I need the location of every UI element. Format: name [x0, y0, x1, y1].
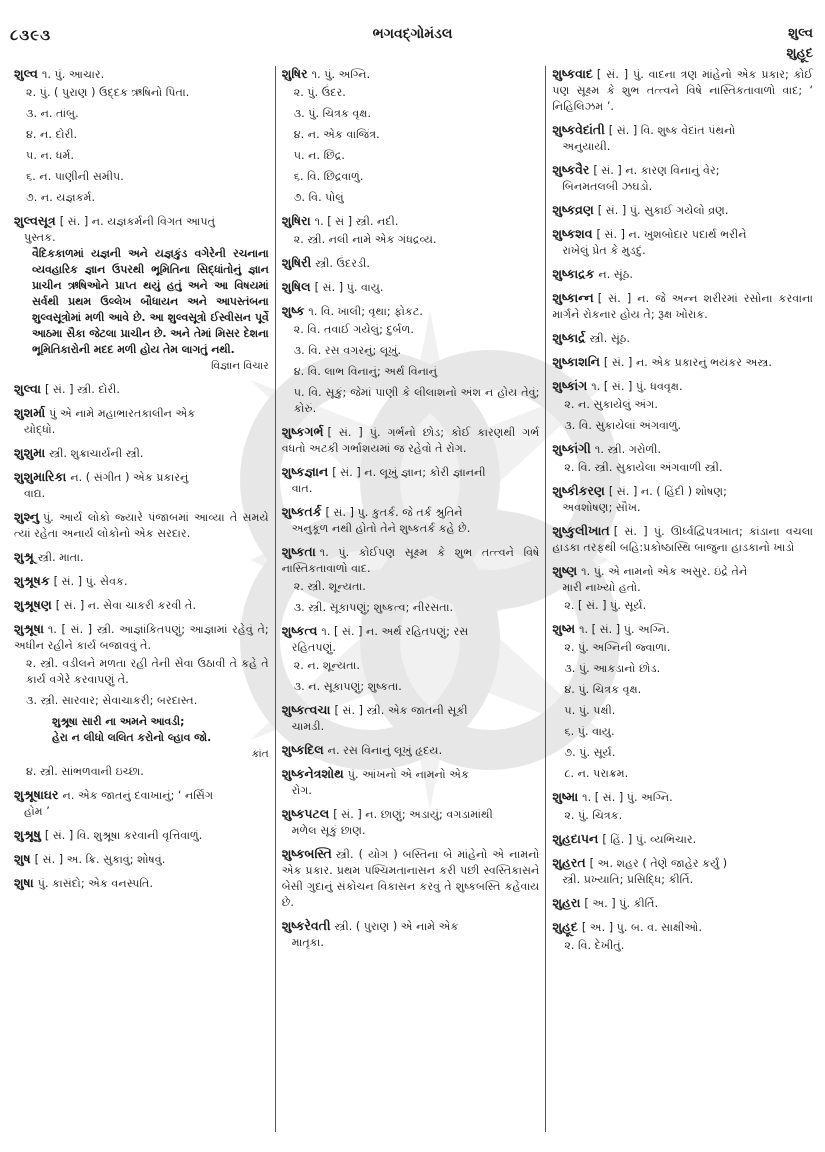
dictionary-entry: [552, 523, 813, 556]
entry-headword: શુષ્કગર્ભ: [281, 424, 324, 439]
entry-headword: શુષ્કવેદાંતી: [552, 122, 605, 137]
entry-sense: ૩. સ્ત્રી. સૂકાપણું; શુષ્કત્વ; નીરસતા.: [293, 601, 454, 614]
dictionary-entry: [14, 827, 269, 844]
entry-definition-continued: અનુયાયી.: [562, 140, 611, 153]
entry-headword: શુષ્કુલીખાત: [552, 523, 610, 538]
entry-sense: ૫. વિ. સૂકું; જેમાં પાણી કે લીલાશનો અંશ ન હોય તેવું; કોરું.: [293, 386, 540, 415]
dictionary-entry: [14, 405, 269, 438]
entry-definition-continued: વાત.: [291, 482, 313, 495]
entry-definition-continued: વાદ્ય.: [24, 487, 46, 500]
entry-quote-line: હેરા ન લીધો લલિત કરોનો લ્હાવ જો.: [52, 731, 212, 744]
entry-definition: સ્ત્રી. ( યોગ ) બસ્તિના બે માંહેનો એ નામનો એક પ્રકાર. પ્રથમ પશ્ચિમતાનાસન કરી પછી સ્વસ્તિકાસને બેસી ગુદાનું સંકોચન વિકાસન કરવું તે શુષ્કબસ્તિ કહેવાય છે.: [281, 848, 540, 909]
entry-headword: શુહરા: [552, 895, 581, 910]
entry-headword: શુશ્રૂષા: [14, 621, 44, 636]
dictionary-entry: [282, 279, 540, 296]
entry-sense: ૬. ન. પાણીની સમીપ.: [26, 170, 124, 183]
dictionary-entry: [552, 441, 813, 476]
entry-headword: શુહૂદ: [552, 919, 578, 934]
dictionary-entry: [14, 875, 269, 892]
dictionary-entry: [552, 483, 813, 516]
dictionary-entry: [282, 918, 540, 951]
entry-definition: [ સં. ] સ્ત્રી. દોરી.: [45, 383, 120, 396]
entry-definition: ૧. પું. આચાર.: [41, 68, 105, 81]
entry-headword: શુષ્કરેવતી: [281, 918, 331, 933]
dictionary-entry: [14, 469, 269, 502]
entry-definition-continued: અનુકૂળ નથી હોતો તેને શુષ્કતર્ક કહે છે.: [291, 522, 471, 535]
entry-definition: ૧. [ સં. ] પું. અગ્નિ.: [579, 623, 670, 636]
entry-sense: ૨. [ સં. ] પું. સૂર્ય.: [564, 599, 647, 612]
entry-definition: ૧. સ્ત્રી. ગરોળી.: [594, 443, 661, 456]
entry-sense: ૨. ન. સુકાયેલું અંગ.: [564, 398, 658, 411]
dictionary-entry: [282, 255, 540, 272]
entry-definition: [ અ. ] પું. કીર્તિ.: [584, 897, 659, 910]
dictionary-entry: [552, 66, 813, 115]
dictionary-entry: [14, 509, 269, 542]
entry-sense: ૮. ન. પરાક્રમ.: [564, 767, 629, 780]
entry-sense: ૩. પું. ચિત્રક વૃક્ષ.: [293, 107, 372, 120]
entry-definition: [ સં. ] ન. ( હિંદી ) શોષણ;: [608, 485, 727, 498]
entry-definition: ૧. [ સં ] સ્ત્રી. નદી.: [314, 215, 399, 228]
entry-definition: [ સં. ] ન. સેવા ચાકરી કરવી તે.: [55, 599, 197, 612]
entry-definition: પું. આર્ય લોકો જ્યારે પંજાબમાં આવ્યા તે સમયે ત્યાં રહેતા અનાર્ય લોકોનો એક સરદાર.: [14, 511, 269, 540]
dictionary-entry: [14, 573, 269, 590]
entry-headword: શુશ્રૂષાઘર: [14, 787, 59, 802]
column-1: [8, 66, 275, 1132]
entry-sense: ૭. પું. સૂર્ય.: [564, 746, 616, 759]
entry-definition: [ સં. ] ન. જે અન્ન શરીરમાં રસોના કરવાના માર્ગને રોકનાર હોય તે; રૂક્ષ ખોરાક.: [552, 292, 814, 321]
entry-sense: ૩. ન. સૂકાપણું; શુષ્કતા.: [293, 680, 402, 693]
dictionary-entry: [552, 621, 813, 782]
entry-headword: શુષિલ: [281, 279, 311, 294]
entry-sense: ૩. પું. આકડાનો છોડ.: [564, 662, 661, 675]
entry-sense: ૨. વિ. તવાઈ ગયેલું; દુર્બળ.: [293, 323, 414, 336]
entry-headword: શુલ્વા: [14, 381, 41, 396]
entry-sense: ૨. પું. ચિત્રક.: [564, 809, 623, 822]
entry-headword: શુશ્નુ: [14, 509, 40, 524]
entry-definition: ૧. [ સં. ] સ્ત્રી. આજ્ઞાંકિતપણું; આજ્ઞામાં રહેવું તે; અધીન રહીને કાર્ય બજાવવું તે.: [14, 623, 269, 652]
entry-headword: શુશ્રૂષક: [14, 573, 50, 588]
entry-sense: ૪. સ્ત્રી. સાંભળવાની ઇચ્છા.: [26, 765, 144, 778]
dictionary-entry: [14, 549, 269, 566]
entry-definition: [ સં. ] પું. વાદના ત્રણ માંહેનો એક પ્રકાર; કોઈ પણ સૂક્ષ્મ કે શુભ તત્ત્વને વિષે નાસ્તિકતાવાળો વાદ; ‘ નિહિલિઝમ ’.: [552, 68, 814, 113]
dictionary-entry: [282, 303, 540, 417]
dictionary-entry: [552, 831, 813, 848]
guide-word-first: શુલ્વ: [788, 26, 813, 41]
dictionary-entry: [282, 702, 540, 735]
entry-sense: ૪. પું. ચિત્રક વૃક્ષ.: [564, 683, 642, 696]
dictionary-entry: [282, 623, 540, 695]
entry-definition: [ સં. ] પું. સુકાઈ ગયેલો વ્રણ.: [597, 204, 729, 217]
dictionary-entry: [282, 464, 540, 497]
entry-headword: શુષ્કવૈર: [552, 162, 590, 177]
entry-sense: ૪. ન. એક વાજિંત્ર.: [293, 128, 380, 141]
entry-sense: ૩. વિ. સુકાયેલાં અંગવાળું.: [564, 419, 682, 432]
entry-headword: શુહદાપન: [552, 831, 599, 846]
entry-headword: શુષ્કાન્ન: [552, 290, 594, 305]
column-3: [545, 66, 819, 1132]
entry-definition: [ સં. ] ન. કારણ વિનાનું વેર;: [593, 164, 720, 177]
dictionary-entry: [552, 919, 813, 954]
dictionary-entry: [552, 378, 813, 434]
entry-definition: ન. રસ વિનાનું લૂખું હૃદય.: [327, 744, 443, 757]
dictionary-entry: [14, 381, 269, 398]
entry-headword: શુલ્વ: [14, 66, 38, 81]
entry-definition-continued: સ્ત્રી. પ્રખ્યાતિ; પ્રસિદ્ધિ; કીર્તિ.: [562, 873, 694, 886]
dictionary-entry: [14, 621, 269, 780]
entry-note-source: વિજ્ઞાન વિચાર: [211, 360, 269, 372]
entry-headword: શુષ્કત્વચા: [281, 702, 331, 717]
dictionary-entry: [14, 597, 269, 614]
entry-headword: શુષ્મ: [552, 621, 576, 636]
dictionary-entry: [282, 424, 540, 457]
entry-definition: ન. સૂંઠ.: [598, 268, 633, 281]
dictionary-entry: [282, 544, 540, 616]
dictionary-entry: [14, 787, 269, 820]
entry-definition: સ્ત્રી. ઉંદરડી.: [315, 257, 370, 270]
entry-definition-continued: ચામડી.: [291, 720, 325, 733]
entry-headword: શુષ્કજ્ઞાન: [281, 464, 329, 479]
entry-headword: શુશુમા: [14, 445, 46, 460]
dictionary-entry: [552, 855, 813, 888]
entry-headword: શુશુમારિકા: [14, 469, 67, 484]
entry-headword: શુષ્કપટલ: [281, 806, 330, 821]
entry-definition: [ સં. ] ન. છાણું; અડાયું; વગડામાંથી: [333, 808, 493, 821]
entry-definition: ૧. [ સં. ] ન. અર્થ રહિતપણું; રસ: [321, 625, 469, 638]
entry-definition: [ સં. ] પું. ગર્ભનો છોડ; કોઈ કારણથી ગર્ભ વધતો અટકી ગર્ભાશયમાં જ રહેવો તે રોગ.: [281, 426, 540, 455]
entry-headword: શુશર્મા: [14, 405, 46, 420]
entry-sense: ૬. પું. વાયુ.: [564, 725, 615, 738]
entry-definition: [ સં. ] અ. ક્રિ. સુકાવું; શોષવું.: [34, 853, 166, 866]
entry-headword: શુષિર: [281, 66, 308, 81]
entry-definition: ન. એક જાતનું દવાખાનું; ‘ નર્સિંગ: [62, 789, 214, 802]
guide-word-last: શુહૂદ: [786, 46, 813, 61]
entry-definition-continued: મારી નાખ્યો હતો.: [562, 581, 641, 594]
entry-definition: [ સં. ] ન. લૂખું જ્ઞાન; કોરી જ્ઞાનની: [332, 466, 486, 479]
entry-headword: શુષ્મા: [552, 789, 579, 804]
entry-definition-continued: રાખેલું પ્રેત કે મુડદું.: [562, 244, 646, 257]
entry-sense: ૨. પું. ( પુરાણ ) ઉદ્દક ઋષિનો પિતા.: [26, 86, 190, 99]
entry-definition: [ સં. ] પું. સેવક.: [53, 575, 128, 588]
entry-sense: ૨. સ્ત્રી. નલી નામે એક ગંધદ્રવ્ય.: [293, 233, 437, 246]
entry-headword: શુષિરા: [281, 213, 311, 228]
entry-definition: ૧. [ સં. ] પું. અગ્નિ.: [582, 791, 673, 804]
entry-headword: શુષ: [14, 851, 31, 866]
dictionary-columns: [8, 66, 819, 1132]
entry-definition-continued: માતૃકા.: [291, 936, 324, 949]
entry-headword: શુષ્કબસ્તિ: [281, 846, 332, 861]
entry-sense: ૫. ન. ધર્મ.: [26, 149, 75, 162]
dictionary-entry: [552, 290, 813, 323]
entry-headword: શુષ્કતર્ક: [281, 504, 322, 519]
page-number: ૮૩૯૩: [10, 26, 52, 44]
entry-definition: સ્ત્રી. ( પુરાણ ) એ નામે એક: [334, 920, 459, 933]
entry-definition-continued: અવશોષણ; સૌખ.: [562, 501, 641, 514]
dictionary-entry: [552, 330, 813, 347]
entry-note: વૈદિકકાળમાં યજ્ઞની અને યજ્ઞકુંડ વગેરેની રચનાના વ્યવહારિક જ્ઞાન ઉપરથી ભૂમિતિના સિદ્ધાંતોનું જ્ઞાન પ્રાચીન ઋષિઓને પ્રાપ્ત થયું હતું અને આ વિષયમાં સર્વથી પ્રથમ ઉલ્લેખ બૌધાયન અને આપસ્તંબના શુલ્વસૂત્રોમાં મળી આવે છે. આ શુલ્વસૂત્રો ઈસ્વીસન પૂર્વે આઠમા સૈકા જેટલા પ્રાચીન છે. અને તેમાં મિસર દેશના ભૂમિતિકારોની મદદ મળી હોય તેમ લાગતું નથી.: [32, 247, 269, 356]
entry-headword: શુષ્કાંગી: [552, 441, 591, 456]
entry-headword: શુષ્કતા: [281, 544, 316, 559]
dictionary-entry: [282, 766, 540, 799]
entry-definition: સ્ત્રી. માતા.: [37, 551, 84, 564]
dictionary-entry: [552, 122, 813, 155]
dictionary-entry: [14, 851, 269, 868]
entry-headword: શુષ્કનેત્રશોથ: [281, 766, 344, 781]
dictionary-entry: [282, 504, 540, 537]
entry-sense: ૪. વિ. લાભ વિનાનું; અર્થ વિનાનું: [293, 365, 438, 378]
column-2: [275, 66, 546, 1132]
dictionary-entry: [552, 354, 813, 371]
entry-definition-continued: રહિતપણું.: [291, 641, 336, 654]
entry-definition: ૧. પું. કોઈપણ સૂક્ષ્મ કે શુભ તત્ત્વને વિષે નાસ્તિકતાવાળો વાદ.: [281, 546, 540, 575]
entry-definition: સ્ત્રી. સૂંઠ.: [589, 332, 630, 345]
dictionary-entry: [552, 226, 813, 259]
entry-headword: શુહરત: [552, 855, 586, 870]
entry-sense: ૨. સ્ત્રી. વડીલને મળતા રહી તેની સેવા ઉઠાવી તે કહે તે કાર્ય વગેરે કરવાપણું તે.: [26, 657, 269, 686]
entry-headword: શુષ્કાદ્રક: [552, 266, 595, 281]
entry-headword: શુષ્કાશનિ: [552, 354, 600, 369]
entry-headword: શુષા: [14, 875, 34, 890]
entry-definition-continued: બિનમતલબી ઝઘડો.: [562, 180, 653, 193]
entry-headword: શુષ્ણ: [552, 563, 578, 578]
entry-headword: શુશ્રૂષુ: [14, 827, 41, 842]
page-title: ભગવદ્ગોમંડલ: [372, 26, 453, 42]
entry-sense: ૭. વિ. પોલું: [293, 191, 344, 204]
entry-sense: ૫. પું. પક્ષી.: [564, 704, 616, 717]
entry-definition: [ અ. ] પુ. બ. વ. સાક્ષીઓ.: [581, 921, 703, 934]
entry-sense: ૬. વિ. છિદ્રવાળું.: [293, 170, 364, 183]
entry-definition: [ સં. ] ન. ખુશબોદાર પદાર્થ ભરીને: [596, 228, 747, 241]
entry-definition-continued: રોગ.: [291, 784, 312, 797]
entry-quote-source: કાંત: [251, 748, 269, 760]
entry-sense: ૨. સ્ત્રી. શૂન્યતા.: [293, 580, 366, 593]
entry-headword: શુશ્રૂષણ: [14, 597, 52, 612]
entry-definition-continued: પુસ્તક.: [24, 231, 56, 244]
dictionary-entry: [282, 846, 540, 911]
entry-definition: [ સં. ] પું. વાયુ.: [314, 281, 384, 294]
entry-headword: શુષ્કવાદ: [552, 66, 593, 81]
entry-definition: ૧. વિ. ખાલી; વૃથા; ફોકટ.: [308, 305, 423, 318]
entry-definition: [ સં. ] પુ. કુતર્ક. જે તર્ક શ્રુતિને: [325, 506, 463, 519]
page-header: [8, 22, 817, 62]
entry-definition: [ સં. ] વિ. શુશ્રૂષા કરવાની વૃત્તિવાળું.: [44, 829, 203, 842]
entry-definition: ૧. પું. એ નામનો એક અસુર. ઇંદ્રે તેને: [581, 565, 748, 578]
entry-definition: પું એ નામે મહાભારતકાલીન એક: [49, 407, 196, 420]
entry-headword: શુષ્કીકરણ: [552, 483, 605, 498]
entry-sense: ૫. ન. છિદ્ર.: [293, 149, 345, 162]
dictionary-entry: [282, 806, 540, 839]
entry-definition: [ સં. ] વિ. શુષ્ક વેદાંત પંથનો: [608, 124, 736, 137]
entry-definition: ૧. પું. અગ્નિ.: [311, 68, 371, 81]
entry-definition: સ્ત્રી. શુક્રાચાર્યની સ્ત્રી.: [49, 447, 144, 460]
dictionary-entry: [552, 895, 813, 912]
entry-headword: શુલ્વસૂત્ર: [14, 213, 56, 228]
entry-headword: શુષ્કવ્રણ: [552, 202, 594, 217]
entry-definition: [ સં. ] સ્ત્રી. એક જાતની સૂકી: [334, 704, 468, 717]
entry-definition-continued: હોમ ’: [24, 805, 50, 818]
entry-sense: ૭. ન. યજ્ઞકર્મ.: [26, 191, 96, 204]
entry-sense: ૨. વિ. સ્ત્રી. સુકાયેલા અંગવાળી સ્ત્રી.: [564, 461, 723, 474]
dictionary-entry: [14, 213, 269, 374]
dictionary-entry: [552, 162, 813, 195]
dictionary-entry: [282, 66, 540, 206]
dictionary-entry: [552, 789, 813, 824]
dictionary-entry: [552, 266, 813, 283]
guide-words: [786, 24, 813, 64]
entry-headword: શુશ્રૂ: [14, 549, 34, 564]
entry-sense: ૨. વિ. દેખીતું.: [564, 939, 625, 952]
entry-definition: [ સં. ] પું. ઊર્ધ્વદ્વિપત્રખાત; કાંડાના વચલા હાડકા તરફથી બહિ:પ્રકોષ્ઠાસ્થિ બાજુના હાડકાનો ખાડો: [552, 525, 814, 554]
entry-definition-continued: યોદ્ધો.: [24, 423, 56, 436]
entry-quote-line: શુશ્રૂષા સારી ના અમને આવડી;: [52, 715, 185, 728]
dictionary-entry: [282, 213, 540, 248]
dictionary-entry: [14, 445, 269, 462]
entry-headword: શુષ્કદિલ: [281, 742, 324, 757]
entry-sense: ૩. વિ. રસ વગરનું; લૂખું.: [293, 344, 402, 357]
entry-sense: ૩. સ્ત્રી. સારવાર; સેવાચાકરી; બરદાસ્ત.: [26, 694, 198, 707]
entry-sense: ૨. પું. અગ્નિની જ્વાળા.: [564, 641, 671, 654]
entry-headword: શુષ્કાર્દ્ર: [552, 330, 586, 345]
entry-headword: શુષ્ક: [281, 303, 305, 318]
dictionary-entry: [14, 66, 269, 206]
entry-definition: [ અ. શહર ( તેણે જાહેર કર્યું ): [589, 857, 728, 870]
dictionary-entry: [552, 202, 813, 219]
entry-definition: ૧. [ સં. ] પું. ધવવૃક્ષ.: [591, 380, 683, 393]
entry-definition: [ સં. ] ન. યજ્ઞકર્મની વિગત આપતું: [59, 215, 216, 228]
entry-sense: ૨. ન. શૂન્યતા.: [293, 659, 360, 672]
entry-headword: શુષ્કત્વ: [281, 623, 318, 638]
entry-definition: પું. આંખનો એ નામનો એક: [347, 768, 469, 781]
entry-sense: ૪. ન. દોરી.: [26, 128, 78, 141]
entry-headword: શુષ્કશવ: [552, 226, 593, 241]
dictionary-entry: [282, 742, 540, 759]
entry-headword: શુષ્કાંગ: [552, 378, 588, 393]
entry-headword: શુષિરી: [281, 255, 312, 270]
entry-definition: પું. કાસંદો; એક વનસ્પતિ.: [37, 877, 154, 890]
entry-definition: [ હિં. ] પું. વ્યભિચાર.: [602, 833, 697, 846]
entry-definition: [ સં. ] ન. એક પ્રકારનું ભયંકર અસ્ત્ર.: [603, 356, 772, 369]
entry-definition-continued: મળેલ સૂકું છાણ.: [291, 824, 366, 837]
entry-definition: ન. ( સંગીત ) એક પ્રકારનું: [70, 471, 189, 484]
dictionary-entry: [552, 563, 813, 614]
entry-sense: ૨. પું. ઉંદર.: [293, 86, 346, 99]
entry-sense: ૩. ન. તાંબુ.: [26, 107, 79, 120]
